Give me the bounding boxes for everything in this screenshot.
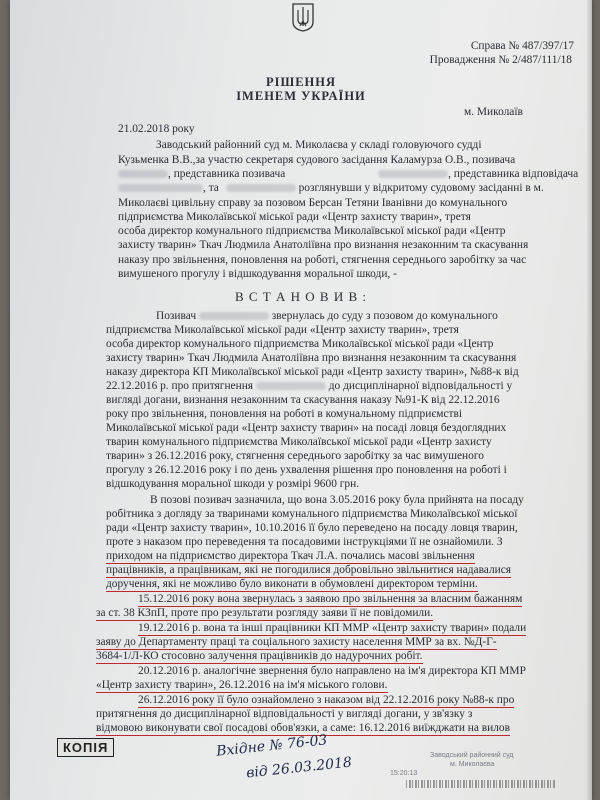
body-line-underlined: заяву до Департаменту праці та соціального захисту населення ММР за вх. №Д-Г- [96, 636, 497, 648]
trident-emblem-icon [292, 2, 314, 32]
body-line: вигляді догани, визнання незаконним та скасування наказу №91-К від 22.12.2016 [106, 394, 500, 406]
body-line-underlined: «Центр захисту тварин», 26.12.2016 на ім'я міського голови. [96, 679, 388, 691]
redacted-name [118, 184, 203, 192]
intro-line: особа директор комунального підприємства Миколаївської міської ради «Центр [118, 225, 506, 237]
body-line: наказу директора КП Миколаївської міської ради «Центр захисту тварин», №88-к від [106, 366, 519, 378]
intro-line-split: , та розглянувши у відкритому судовому засіданні в м. [118, 182, 544, 195]
body-line-underlined: доручення, які не можливо було виконати в обумовлені директором терміни. [106, 578, 478, 590]
body-line: прогулу з 26.12.2016 року і по день ухвалення рішення про поновлення на роботі і [106, 464, 507, 476]
redacted-name [226, 184, 296, 192]
body-line-underlined: 15.12.2016 року вона звернулась з заявою про звільнення за власним бажанням [138, 593, 523, 605]
barcode [406, 780, 556, 788]
body-line: робітника з догляду за тваринами комунального підприємства Миколаївської міської [106, 508, 518, 520]
body-line-underlined: 3684-1/Л-КО стосовно залучення працівників до надурочних робіт. [96, 650, 423, 662]
body-line: тварин комунального підприємства Миколаївської міської ради «Центр захисту [106, 436, 492, 448]
body-line-split: Позивач звернулась до суду з позовом до комунального [156, 310, 498, 322]
body-line-underlined: працівників, а працівникам, які не погодилися добровільно звільнитися надавалися [106, 564, 512, 576]
body-line: особа директор комунального підприємства Миколаївської міської ради «Центр [106, 338, 494, 350]
body-line: 20.12.2016 р. аналогічне звернення було направлено на ім'я директора КП ММР [138, 665, 526, 677]
document-page [10, 0, 592, 800]
intro-line: Кузьменка В.В.,за участю секретаря судового засідання Каламурза О.В., позивача [118, 154, 516, 166]
document-subtitle: ІМЕНЕМ УКРАЇНИ [236, 89, 366, 103]
body-line-underlined: приходом на підприємство директора Ткач Л.А. почались масові звільнення [106, 550, 475, 562]
section-title: В С Т А Н О В И В : [234, 289, 368, 304]
body-line-underlined: 26.12.2016 року її було ознайомлено з наказом від 22.12.2016 року №88-к про [138, 694, 515, 706]
body-line-split: 22.12.2016 р. про притягнення до дисциплінарної відповідальності у [106, 380, 513, 392]
redacted-name [199, 312, 269, 320]
intro-line: підприємства Миколаївської міської ради «Центр захисту тварин», третя [118, 211, 471, 223]
body-line: В позові позивач зазначила, що вона 3.05.2016 року була прийнята на посаду [150, 494, 524, 506]
intro-line: Заводський районний суд м. Миколаєва у складі головуючого судді [156, 139, 482, 151]
body-line: ради «Центр захисту тварин», 10.10.2016 її було переведено на посаду ловця тварин, [106, 522, 518, 534]
stamp-serial: 15:20:13 [390, 770, 418, 777]
intro-line: вимушеного прогулу і відшкодування моральної шкоди, - [118, 268, 397, 280]
decision-date: 21.02.2018 року [118, 123, 195, 135]
court-stamp-city: м. Миколаєва [450, 761, 495, 768]
case-number: Справа № 487/397/17 [470, 40, 574, 52]
body-line: відшкодування моральної шкоди у розмірі 9600 грн. [106, 478, 360, 490]
redacted-name [118, 170, 168, 178]
body-line-underlined: за ст. 38 КЗпП, проте про результати розгляду заяви її не повідомили. [96, 607, 434, 619]
intro-line: Миколаєві цивільну справу за позовом Берсан Тетяни Іванівни до комунального [118, 197, 508, 209]
body-line-underlined: 19.12.2016 р. вона та інші працівники КП ММР «Центр захисту тварин» подали [138, 622, 527, 634]
proceeding-number: Провадження № 2/487/111/18 [429, 54, 572, 66]
document-title: РІШЕННЯ [265, 75, 337, 89]
intro-line-split: , представника позивача , представника відповідача [118, 168, 578, 181]
body-line: захисту тварин» Ткач Людмила Анатоліївна про визнання незаконним та скасування [106, 352, 517, 364]
body-line: Миколаївської міської ради «Центр захисту тварин» на посаді ловця бездоглядних [106, 422, 507, 434]
redacted-name [378, 170, 448, 178]
intro-line: захисту тварин» Ткач Людмила Анатоліївна про визнання незаконним та скасування [118, 239, 529, 251]
handwritten-incoming-number: Вхідне № 76-03 [215, 732, 329, 760]
body-line: тварин» з 26.12.2016 року, стягнення середнього заробітку за час вимушеного [106, 450, 484, 462]
court-stamp-line: Заводський районний суд [430, 752, 514, 759]
body-line: притягнення до дисциплінарної відповідальності у вигляді догани, у зв'язку з [96, 708, 473, 720]
redacted-name [256, 382, 326, 390]
body-line: року про звільнення, поновлення на роботі в комунальному підприємстві [106, 408, 463, 420]
body-line: підприємства Миколаївської міської ради «Центр захисту тварин», третя [106, 324, 459, 336]
body-line-underlined: відмовою виконувати свої посадові обов'язки, а саме: 16.12.2016 виїжджати на вилов [96, 722, 510, 734]
copy-stamp: КОПІЯ [57, 738, 114, 757]
intro-line: наказу про звільнення, поновлення на роботі, стягнення середнього заробітку за час [118, 254, 527, 266]
handwritten-date: від 26.03.2018 [245, 754, 353, 782]
city: м. Миколаїв [464, 106, 523, 118]
body-line: проте з наказом про переведення та посадовими інструкціями її не ознайомили. З [106, 536, 503, 548]
